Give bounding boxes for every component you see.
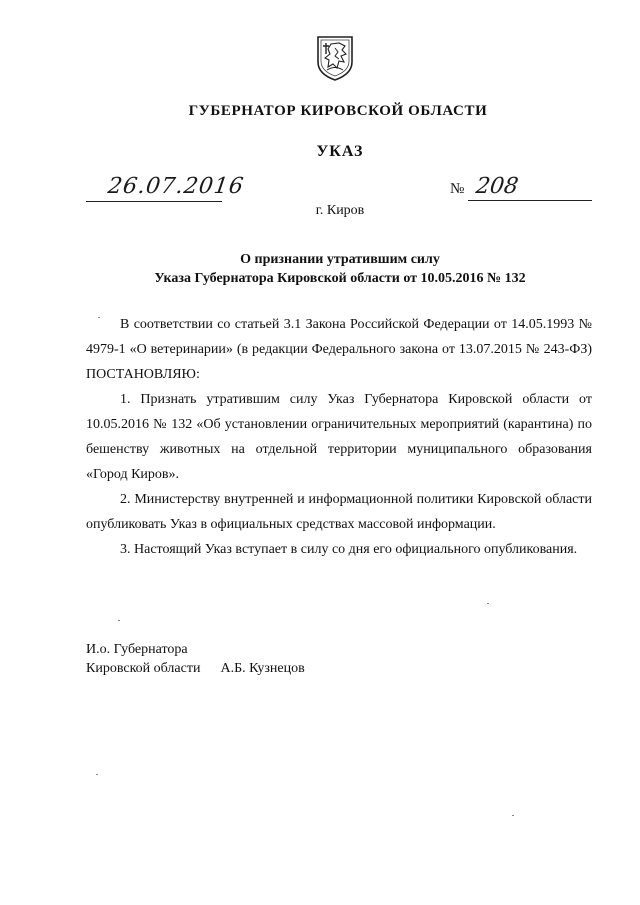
scan-speck [487,603,489,604]
scan-speck [98,317,100,318]
item-paragraph-3: 3. Настоящий Указ вступает в силу со дня его официального опубликования. [120,542,578,557]
document-number: 208 [474,174,520,199]
signatory-row [86,659,305,678]
number-underline [468,200,592,201]
document-date: 26.07.2016 [106,174,246,199]
city: г. Киров [315,203,365,218]
title-line-2: Указа Губернатора Кировской области от 10.05.2016 № 132 [154,271,526,286]
coat-of-arms-icon [315,34,355,82]
signature-block [86,640,305,678]
date-underline [86,201,222,202]
number-sign: № [450,181,465,197]
issuing-authority: ГУБЕРНАТОР КИРОВСКОЙ ОБЛАСТИ [188,103,488,119]
scan-speck [118,620,120,621]
signatory-position-line-2: Кировской области [86,661,201,676]
signatory-position-line-1: И.о. Губернатора [86,642,188,657]
scan-speck [96,774,98,775]
document-body [86,312,592,562]
scan-speck [512,815,514,816]
document-title [0,250,640,288]
signatory-name: А.Б. Кузнецов [220,661,305,676]
item-paragraph-1: 1. Признать утратившим силу Указ Губернатора Кировской области от 10.05.2016 № 132 «Об установлении ограничительных мероприятий (карантина) по бешенству животных на отдельной территории муниципального образования «Город Киров». [86,392,592,482]
title-line-1: О признании утратившим силу [240,252,440,267]
document-type: УКАЗ [316,143,364,160]
preamble-paragraph: В соответствии со статьей 3.1 Закона Российской Федерации от 14.05.1993 № 4979-1 «О ветеринарии» (в редакции Федерального закона от 13.07.2015 № 243-ФЗ) ПОСТАНОВЛЯЮ: [86,317,592,382]
item-paragraph-2: 2. Министерству внутренней и информационной политики Кировской области опубликовать Указ в официальных средствах массовой информации. [86,492,592,532]
